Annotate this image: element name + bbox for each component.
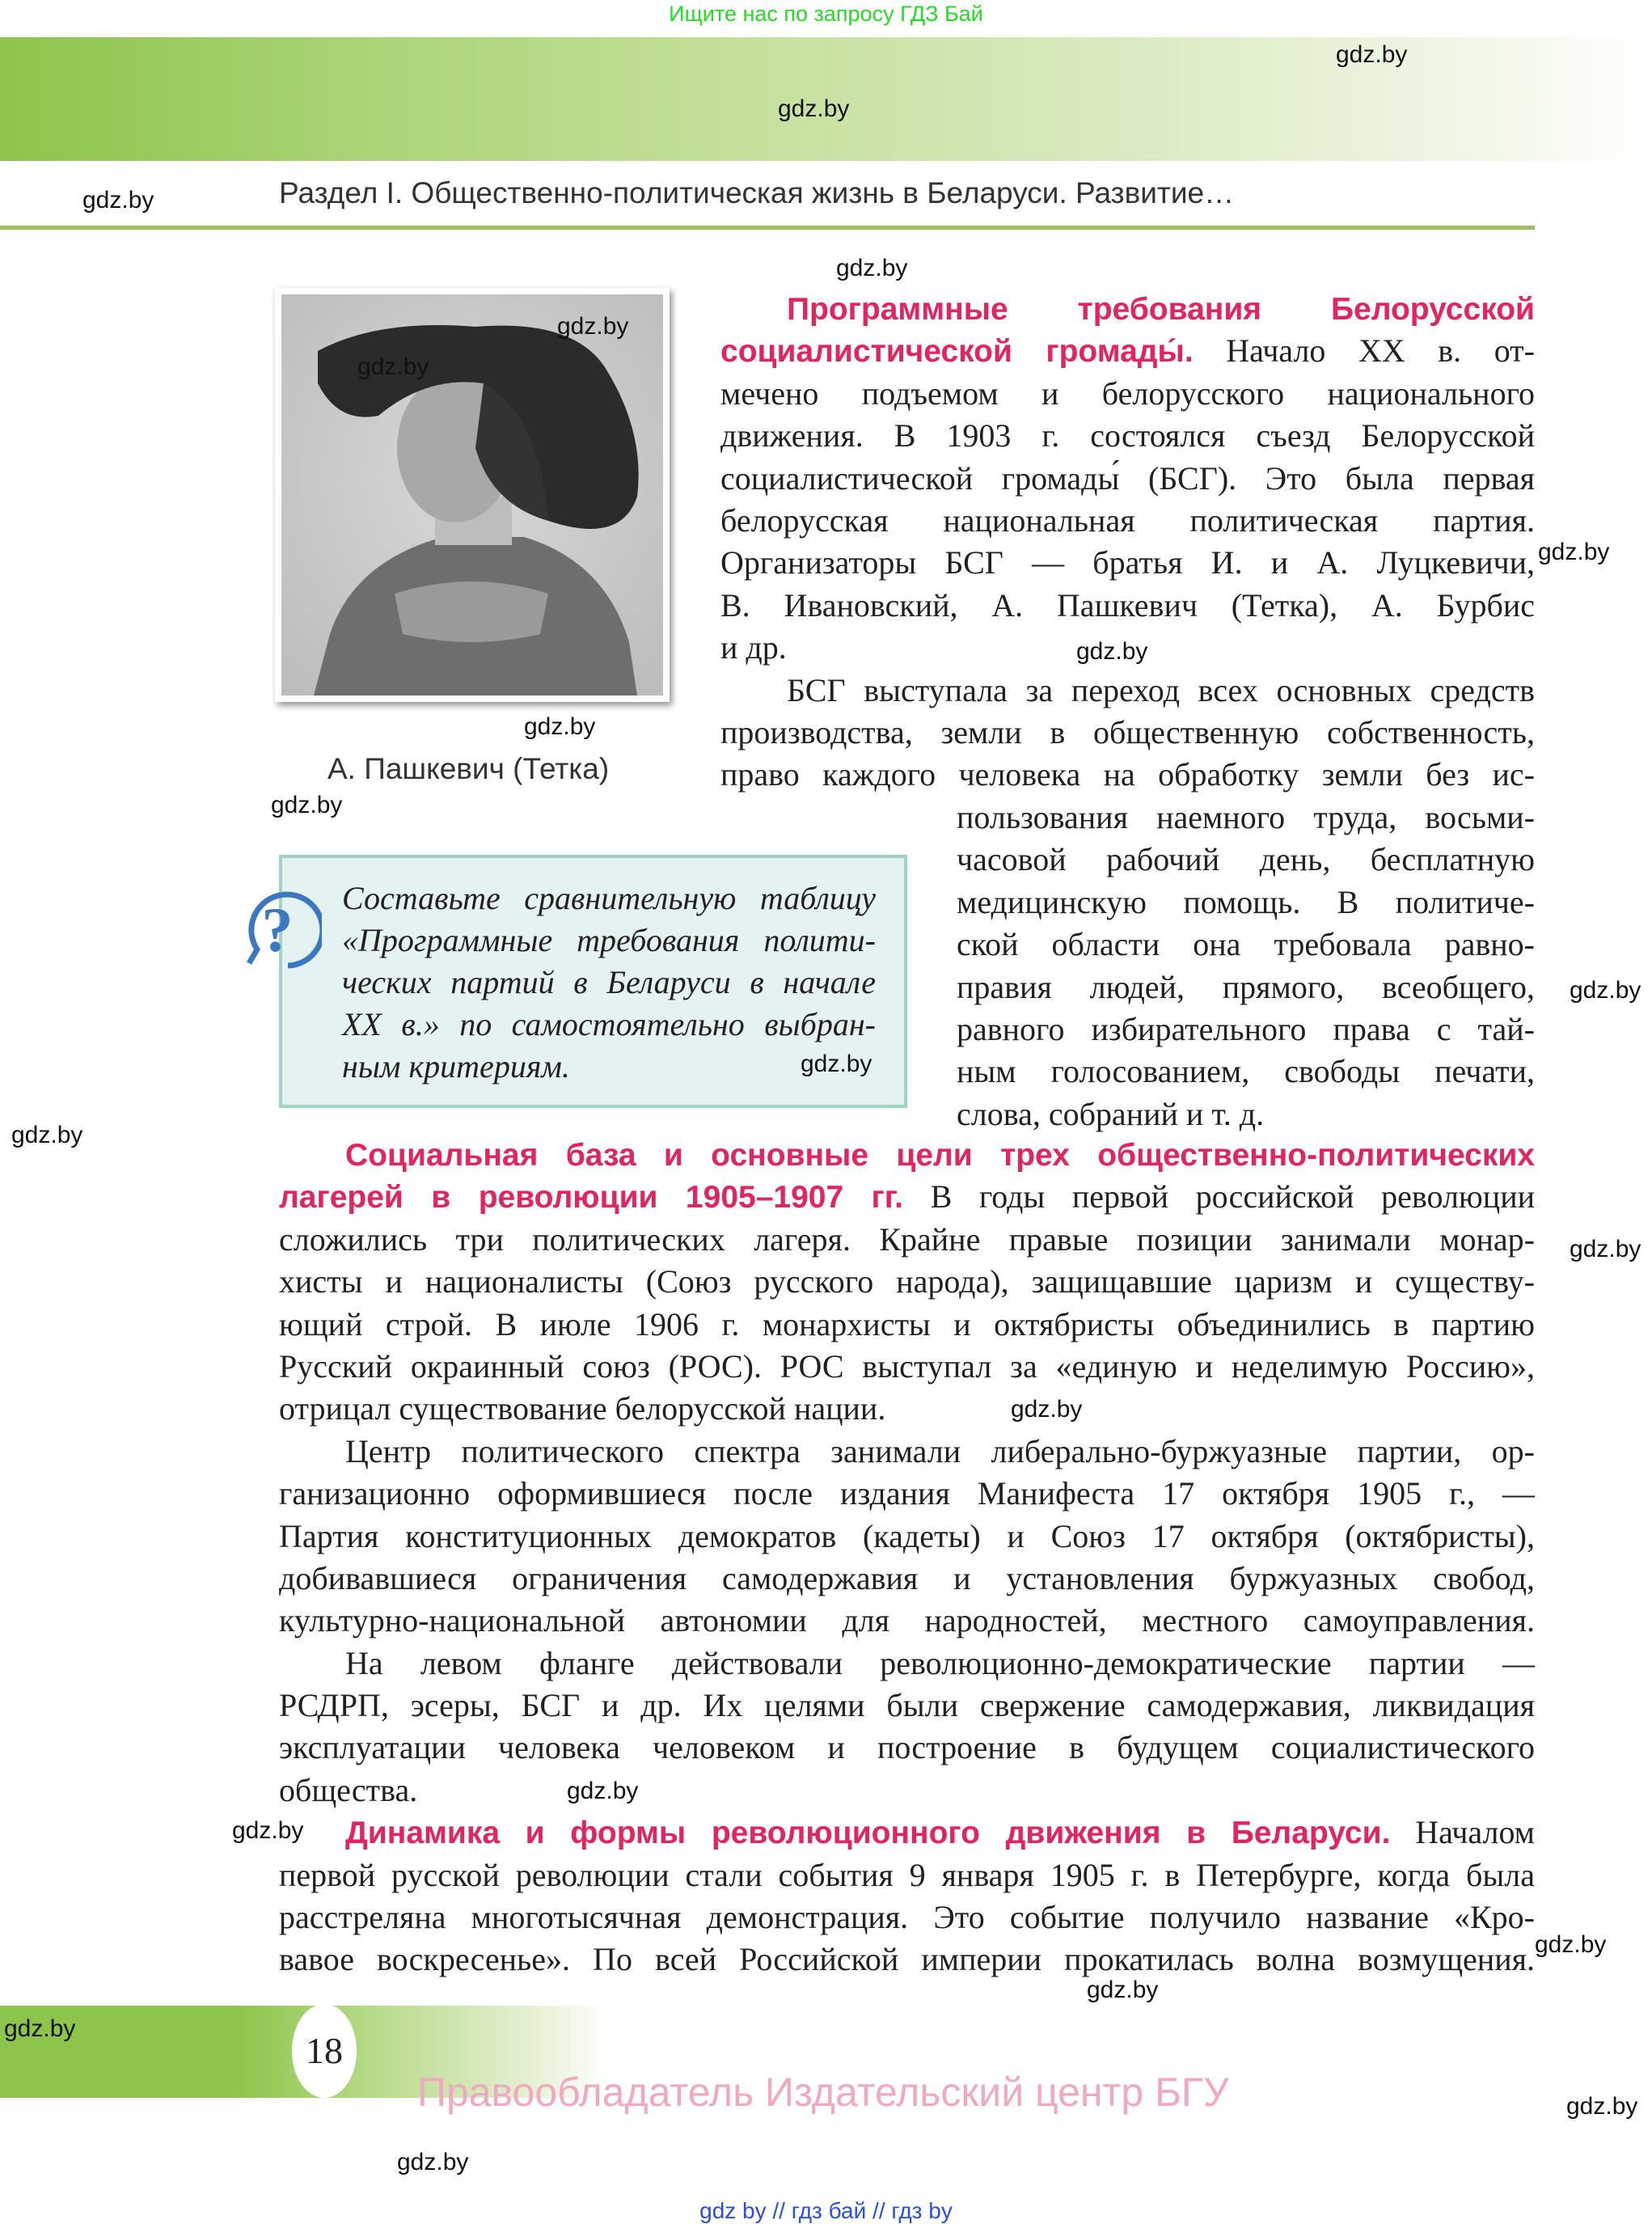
body-text: часовой рабочий день, бесплатную <box>957 841 1535 878</box>
task-line: ческих партий в Беларуси в начале <box>342 964 876 1000</box>
text-line <box>957 1051 1535 1093</box>
section-heading: Программные требования Белорусской <box>787 292 1535 327</box>
gdz-watermark: gdz.by <box>1336 41 1408 68</box>
body-text: В. Ивановский, А. Пашкевич (Тетка), А. Бурбис <box>720 586 1535 624</box>
gdz-watermark: gdz.by <box>778 95 850 122</box>
body-text: первой русской революции стали события 9 января 1905 г. в Петербурге, когда была <box>279 1856 1535 1893</box>
text-line <box>279 1939 1535 1981</box>
portrait-photo <box>275 288 670 702</box>
gdz-watermark: gdz.by <box>801 1051 872 1077</box>
section-heading: Динамика и формы революционного движения в Беларуси. <box>345 1816 1391 1851</box>
search-hint-banner: Ищите нас по запросу ГДЗ Бай <box>669 2 983 26</box>
text-line <box>279 1685 1535 1727</box>
text-line <box>720 754 1535 796</box>
body-text: Центр политического спектра занимали либерально-буржуазные партии, ор- <box>345 1432 1535 1469</box>
text-line <box>279 1600 1535 1642</box>
gdz-watermark: gdz.by <box>4 2015 76 2042</box>
body-text: добивавшиеся ограничения самодержавия и установления буржуазных свобод, <box>279 1559 1535 1596</box>
body-text: расстреляна многотысячная демонстрация. Это событие получило название «Кро- <box>279 1899 1535 1936</box>
body-text: общества. <box>279 1771 418 1808</box>
text-line <box>279 1473 1535 1515</box>
section-heading: Социальная база и основные цели трех общественно-политических <box>345 1138 1535 1173</box>
body-text: Партия конституционных демократов (кадеты) и Союз 17 октября (октябристы), <box>279 1517 1535 1554</box>
text-line <box>279 1346 1535 1388</box>
text-line <box>279 1727 1535 1769</box>
footer-links[interactable]: gdz by // гдз бай // гдз by <box>699 2198 953 2223</box>
body-text: социалистической громады́ (БСГ). Это была первая <box>720 459 1535 497</box>
text-line <box>957 797 1535 839</box>
gdz-watermark: gdz.by <box>397 2149 469 2175</box>
gdz-watermark: gdz.by <box>1087 1977 1159 2003</box>
text-line <box>720 585 1535 627</box>
task-line: XX в.» по самостоятельно выбран- <box>342 1006 876 1042</box>
body-text: отрицал существование белорусской нации. <box>279 1390 886 1427</box>
text-line <box>279 1176 1535 1218</box>
text-line <box>279 1134 1535 1176</box>
text-line <box>720 500 1535 542</box>
portrait-image <box>281 294 663 696</box>
question-bubble-icon <box>233 886 322 979</box>
body-text: ным голосованием, свободы печати, <box>957 1053 1535 1090</box>
text-line <box>279 1219 1535 1261</box>
body-text: Начало XX в. от- <box>1193 332 1535 370</box>
gdz-watermark: gdz.by <box>11 1122 83 1148</box>
gdz-watermark: gdz.by <box>524 713 596 740</box>
text-line <box>279 1304 1535 1346</box>
text-line <box>720 373 1535 415</box>
body-text: На левом фланге действовали революционно-демократические партии — <box>345 1644 1535 1681</box>
body-text: ской области она требовала равно- <box>957 926 1535 963</box>
body-text: слова, собраний и т. д. <box>957 1095 1265 1132</box>
photo-caption: А. Пашкевич (Тетка) <box>327 752 610 785</box>
gdz-watermark: gdz.by <box>1570 1236 1641 1262</box>
body-text: Организаторы БСГ — братья И. и А. Луцкевичи, <box>720 544 1535 581</box>
text-line <box>720 542 1535 584</box>
text-line <box>720 458 1535 500</box>
body-text: Русский окраинный союз (РОС). РОС выступал за «единую и неделимую Россию», <box>279 1347 1535 1385</box>
gdz-watermark: gdz.by <box>1011 1396 1083 1423</box>
body-text: эксплуатации человека человеком и построение в будущем социалистического <box>279 1729 1535 1766</box>
text-line <box>957 924 1535 966</box>
body-text: пользования наемного труда, восьми- <box>957 799 1535 835</box>
text-line <box>279 1516 1535 1558</box>
rights-holder-watermark: Правообладатель Издательский центр БГУ <box>417 2070 1229 2115</box>
body-text: В годы первой российской революции <box>902 1178 1535 1216</box>
text-line <box>279 1854 1535 1896</box>
running-title: Раздел I. Общественно-политическая жизнь в Беларуси. Развитие… <box>279 176 1235 209</box>
body-text: медицинскую помощь. В политиче- <box>957 883 1535 920</box>
text-line <box>957 966 1535 1008</box>
page-number: 18 <box>292 2004 357 2098</box>
gdz-watermark: gdz.by <box>232 1817 304 1844</box>
text-line <box>957 1008 1535 1051</box>
body-text: хисты и националисты (Союз русского народа), защищавшие царизм и существу- <box>279 1263 1535 1300</box>
text-line <box>279 1896 1535 1939</box>
gdz-watermark: gdz.by <box>1535 1931 1607 1958</box>
text-line <box>279 1643 1535 1685</box>
body-text: правия людей, прямого, всеобщего, <box>957 968 1535 1005</box>
body-text: равного избирательного права с тай- <box>957 1010 1535 1047</box>
section-bsg-program <box>720 288 1535 797</box>
body-text: вавое воскресенье». По всей Российской империи прокатилась волна возмущения. <box>279 1941 1535 1978</box>
svg-text:?: ? <box>261 894 294 965</box>
gdz-watermark: gdz.by <box>82 187 154 214</box>
section-heading: социалистической громады́. <box>720 334 1194 370</box>
body-text: Началом <box>1390 1814 1535 1851</box>
gdz-watermark: gdz.by <box>271 792 343 818</box>
body-text: движения. В 1903 г. состоялся съезд Белорусской <box>720 417 1535 455</box>
text-line <box>279 1431 1535 1473</box>
task-line: ным критериям. <box>342 1048 570 1085</box>
text-line <box>279 1812 1535 1854</box>
gdz-watermark: gdz.by <box>1566 2093 1638 2120</box>
gdz-watermark: gdz.by <box>836 255 908 281</box>
text-line <box>279 1769 1535 1812</box>
body-text: сложились три политических лагеря. Крайне правые позиции занимали монар- <box>279 1220 1535 1258</box>
body-text: ганизационно оформившиеся после издания Манифеста 17 октября 1905 г., — <box>279 1475 1535 1512</box>
text-line <box>720 670 1535 712</box>
body-text: БСГ выступала за переход всех основных средств <box>787 671 1535 708</box>
text-line <box>279 1388 1535 1430</box>
body-text: РСДРП, эсеры, БСГ и др. Их целями были свержение самодержавия, ликвидация <box>279 1687 1535 1724</box>
text-line <box>720 712 1535 754</box>
gdz-watermark: gdz.by <box>567 1778 639 1804</box>
gdz-watermark: gdz.by <box>357 353 429 380</box>
text-line <box>957 1093 1535 1135</box>
body-text: ющий строй. В июле 1906 г. монархисты и октябристы объединились в партию <box>279 1305 1535 1342</box>
text-line <box>279 1261 1535 1303</box>
gdz-watermark: gdz.by <box>1076 638 1148 665</box>
text-line <box>720 330 1535 372</box>
body-text: право каждого человека на обработку земли без ис- <box>720 756 1535 793</box>
task-line: «Программные требования полити- <box>342 922 876 958</box>
text-line <box>957 882 1535 924</box>
body-text: производства, земли в общественную собственность, <box>720 713 1535 750</box>
body-text: белорусская национальная политическая партия. <box>720 501 1535 539</box>
section-heading: лагерей в революции 1905–1907 гг. <box>279 1180 903 1216</box>
text-line <box>720 288 1535 330</box>
body-text: мечено подъемом и белорусского национального <box>720 374 1535 412</box>
text-line <box>279 1558 1535 1600</box>
body-text: культурно-национальной автономии для народностей, местного самоуправления. <box>279 1602 1535 1639</box>
gdz-watermark: gdz.by <box>1570 977 1641 1004</box>
section-political-camps <box>279 1134 1535 1981</box>
gdz-watermark: gdz.by <box>557 313 629 340</box>
section-bsg-program-continued <box>957 797 1535 1135</box>
gdz-watermark: gdz.by <box>1538 539 1610 565</box>
header-divider <box>0 226 1535 230</box>
text-line <box>720 415 1535 457</box>
body-text: и др. <box>720 629 787 666</box>
task-text <box>342 877 876 1088</box>
text-line <box>957 839 1535 881</box>
task-line: Составьте сравнительную таблицу <box>342 880 876 916</box>
